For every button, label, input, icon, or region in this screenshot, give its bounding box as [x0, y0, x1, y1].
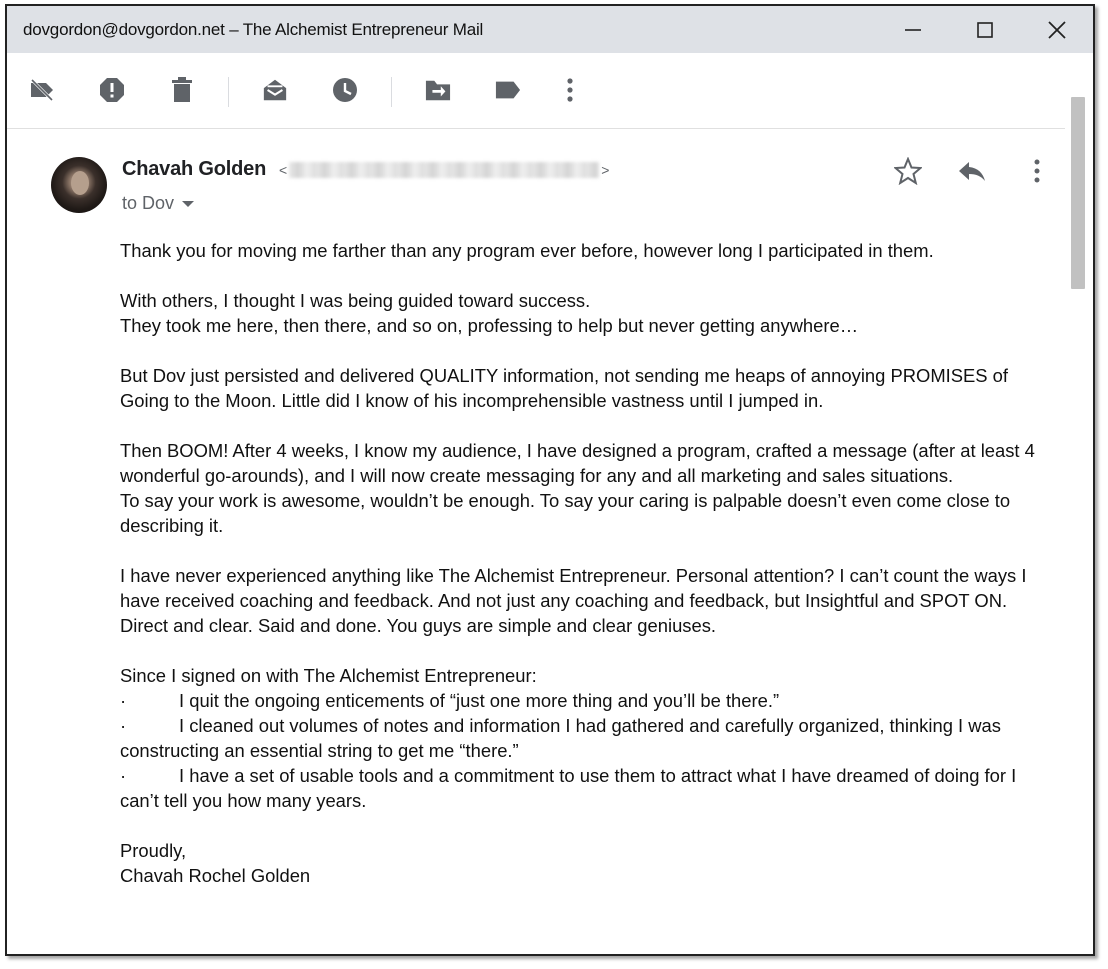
signature: Chavah Rochel Golden — [120, 865, 311, 886]
avatar — [51, 157, 107, 213]
close-button[interactable] — [1021, 6, 1093, 53]
title-bar — [7, 6, 1093, 53]
vertical-scrollbar[interactable] — [1065, 53, 1093, 956]
window-controls — [877, 6, 1093, 53]
message-body — [120, 238, 1060, 888]
list-item-text: I quit the ongoing enticements of “just one more thing and you’ll be there.” — [179, 690, 780, 711]
email-open-bracket: < — [279, 162, 288, 178]
sender-email — [279, 162, 609, 178]
list-item — [120, 763, 1060, 813]
scrollbar-thumb[interactable] — [1071, 97, 1085, 289]
redacted-email — [289, 162, 599, 178]
list-intro: Since I signed on with The Alchemist Entrepreneur: — [120, 665, 537, 686]
reply-icon[interactable] — [957, 156, 987, 186]
avatar-face — [71, 171, 89, 195]
close-icon — [1047, 20, 1067, 40]
message-toolbar — [7, 53, 1067, 129]
body-line: They took me here, then there, and so on, professing to help but never getting anywhere… — [120, 315, 859, 336]
body-line: But Dov just persisted and delivered QUALITY information, not sending me heaps of annoying PROMISES of Going to the Moon. Little did I know of his incomprehensible vastness until I jumped in. — [120, 365, 1008, 411]
toolbar-divider — [391, 77, 392, 107]
body-line: With others, I thought I was being guided toward success. — [120, 290, 591, 311]
maximize-icon — [976, 21, 994, 39]
caret-down-icon — [182, 200, 194, 208]
mark-unread-icon[interactable] — [262, 77, 288, 103]
label-off-icon[interactable] — [29, 77, 55, 103]
recipient-label: to Dov — [122, 193, 175, 213]
closing: Proudly, — [120, 840, 187, 861]
body-line: I have never experienced anything like The Alchemist Entrepreneur. Personal attention? I can’t count the ways I have received coaching and feedback. And not just any coaching and feedback, but Insightful and SPOT ON. Direct and clear. Said and done. You guys are simple and clear geniuses. — [120, 565, 1027, 636]
recipient-details-toggle[interactable] — [122, 193, 194, 214]
mail-window — [5, 4, 1095, 956]
body-line: Thank you for moving me farther than any program ever before, however long I participated in them. — [120, 240, 934, 261]
list-item-text: I cleaned out volumes of notes and information I had gathered and carefully organized, thinking I was constructing an essential string to get me “there.” — [120, 715, 1001, 761]
minimize-button[interactable] — [877, 6, 949, 53]
bullet-mark: · — [120, 765, 127, 786]
more-vert-icon[interactable] — [557, 77, 583, 103]
toolbar-divider — [228, 77, 229, 107]
bullet-mark: · — [120, 690, 127, 711]
message-more-vert-icon[interactable] — [1022, 156, 1052, 186]
body-line: To say your work is awesome, wouldn’t be enough. To say your caring is palpable doesn’t even come close to describing it. — [120, 490, 1011, 536]
list-item-text: I have a set of usable tools and a commitment to use them to attract what I have dreamed of doing for I can’t tell you how many years. — [120, 765, 1017, 811]
bullet-mark: · — [120, 715, 127, 736]
email-close-bracket: > — [601, 162, 610, 178]
star-icon[interactable] — [893, 156, 923, 186]
delete-icon[interactable] — [169, 77, 195, 103]
move-to-icon[interactable] — [425, 77, 451, 103]
window-title: dovgordon@dovgordon.net – The Alchemist Entrepreneur Mail — [23, 19, 484, 39]
sender-name: Chavah Golden — [122, 158, 267, 180]
snooze-icon[interactable] — [332, 77, 358, 103]
minimize-icon — [904, 21, 922, 39]
list-item — [120, 688, 1060, 713]
maximize-button[interactable] — [949, 6, 1021, 53]
report-spam-icon[interactable] — [99, 77, 125, 103]
label-icon[interactable] — [495, 77, 521, 103]
list-item — [120, 713, 1060, 763]
body-line: Then BOOM! After 4 weeks, I know my audience, I have designed a program, crafted a message (after at least 4 wonderful go-arounds), and I will now create messaging for any and all marketing and sales situations. — [120, 440, 1035, 486]
